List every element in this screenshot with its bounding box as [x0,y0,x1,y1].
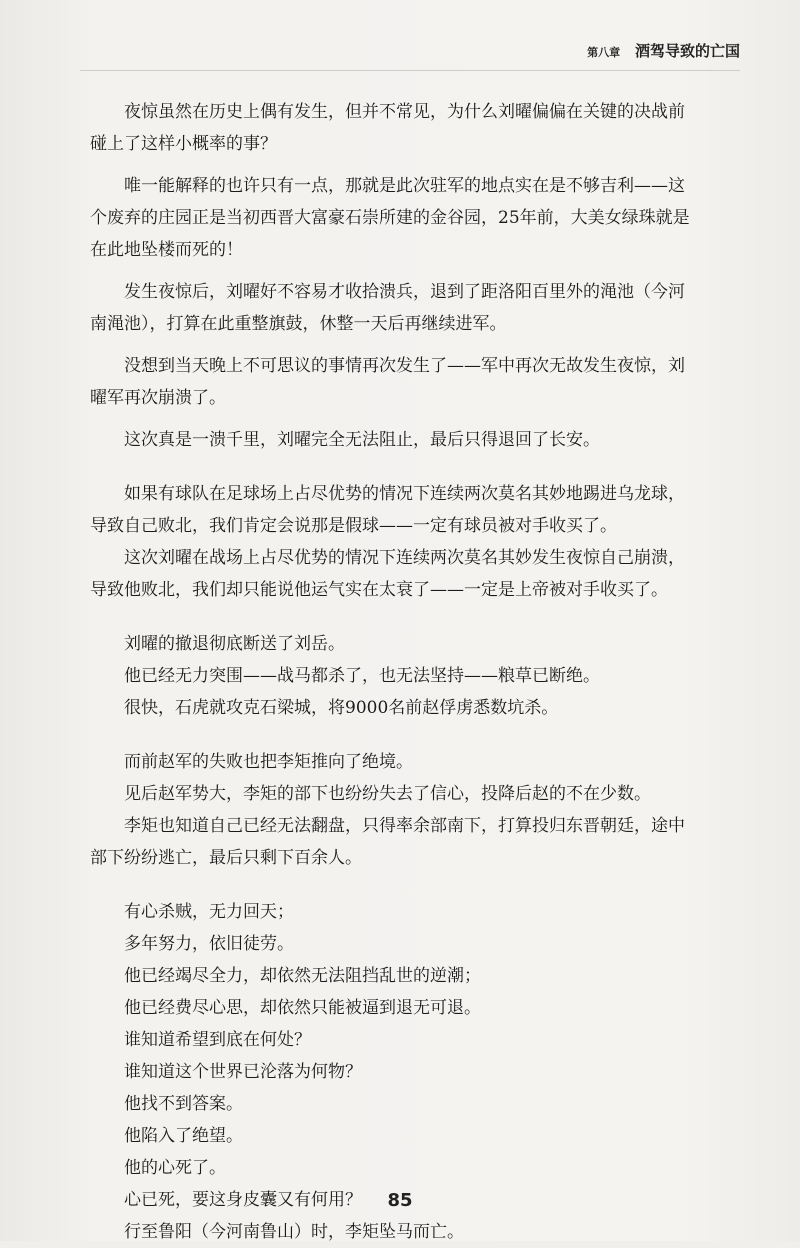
text-line: 谁知道希望到底在何处？ [124,1030,311,1050]
text-line: 他已经竭尽全力，却依然无法阻挡乱世的逆潮； [124,966,481,986]
running-header [587,40,740,61]
text-line: 他已经费尽心思，却依然只能被逼到退无可退。 [124,998,481,1018]
text-line: 他已经无力突围——战马都杀了，也无法坚持——粮草已断绝。 [124,666,600,686]
text-line: 如果有球队在足球场上占尽优势的情况下连续两次莫名其妙地踢进乌龙球， [124,484,685,504]
verse-line [90,1216,740,1248]
paragraph [90,778,740,810]
verse-line [90,928,740,960]
text-line: 夜惊虽然在历史上偶有发生，但并不常见，为什么刘曜偏偏在关键的决战前 [124,102,685,122]
text-line: 李矩也知道自己已经无法翻盘，只得率余部南下，打算投归东晋朝廷，途中 [124,816,685,836]
verse-line [90,960,740,992]
text-line: 他找不到答案。 [124,1094,243,1114]
verse-line [90,1056,740,1088]
chapter-title: 酒驾导致的亡国 [634,42,740,60]
text-line: 多年努力，依旧徒劳。 [124,934,294,954]
text-line: 在此地坠楼而死的！ [90,240,243,260]
paragraph [90,542,740,606]
paragraph [90,350,740,414]
verse-line [90,1024,740,1056]
text-line: 而前赵军的失败也把李矩推向了绝境。 [124,752,413,772]
text-line: 导致自己败北，我们肯定会说那是假球——一定有球员被对手收买了。 [90,516,617,536]
verse-line [90,1152,740,1184]
text-line: 没想到当天晚上不可思议的事情再次发生了——军中再次无故发生夜惊，刘 [124,356,685,376]
verse-line [90,1120,740,1152]
text-line: 见后赵军势大，李矩的部下也纷纷失去了信心，投降后赵的不在少数。 [124,784,651,804]
header-divider [80,70,740,71]
verse-line [90,992,740,1024]
text-line: 这次刘曜在战场上占尽优势的情况下连续两次莫名其妙发生夜惊自己崩溃， [124,548,685,568]
paragraph [90,424,740,456]
paragraph [90,660,740,692]
text-line: 他的心死了。 [124,1158,226,1178]
text-line: 发生夜惊后，刘曜好不容易才收拾溃兵，退到了距洛阳百里外的渑池（今河 [124,282,685,302]
text-line: 这次真是一溃千里，刘曜完全无法阻止，最后只得退回了长安。 [124,430,600,450]
page-number: 85 [387,1190,413,1211]
text-line: 心已死，要这身皮囊又有何用？ [124,1190,362,1210]
verse-line [90,1088,740,1120]
text-line: 行至鲁阳（今河南鲁山）时，李矩坠马而亡。 [124,1222,464,1242]
text-line: 谁知道这个世界已沦落为何物？ [124,1062,362,1082]
text-line: 唯一能解释的也许只有一点，那就是此次驻军的地点实在是不够吉利——这 [124,176,685,196]
text-line: 个废弃的庄园正是当初西晋大富豪石崇所建的金谷园，25年前，大美女绿珠就是 [90,208,690,228]
text-line: 刘曜的撤退彻底断送了刘岳。 [124,634,345,654]
text-line: 他陷入了绝望。 [124,1126,243,1146]
paragraph [90,692,740,724]
text-line: 部下纷纷逃亡，最后只剩下百余人。 [90,848,362,868]
paragraph [90,810,740,874]
text-line: 曜军再次崩溃了。 [90,388,226,408]
text-line: 导致他败北，我们却只能说他运气实在太衰了——一定是上帝被对手收买了。 [90,580,668,600]
chapter-label: 第八章 [587,46,621,59]
text-line: 南渑池），打算在此重整旗鼓，休整一天后再继续进军。 [90,314,507,334]
paragraph [90,276,740,340]
text-line: 有心杀贼，无力回天； [124,902,294,922]
paragraph [90,478,740,542]
verse-line [90,896,740,928]
paragraph [90,746,740,778]
body-text [90,96,740,1248]
paragraph [90,170,740,266]
paragraph [90,628,740,660]
text-line: 碰上了这样小概率的事？ [90,134,277,154]
text-line: 很快，石虎就攻克石梁城，将9000名前赵俘虏悉数坑杀。 [124,698,559,718]
paragraph [90,96,740,160]
